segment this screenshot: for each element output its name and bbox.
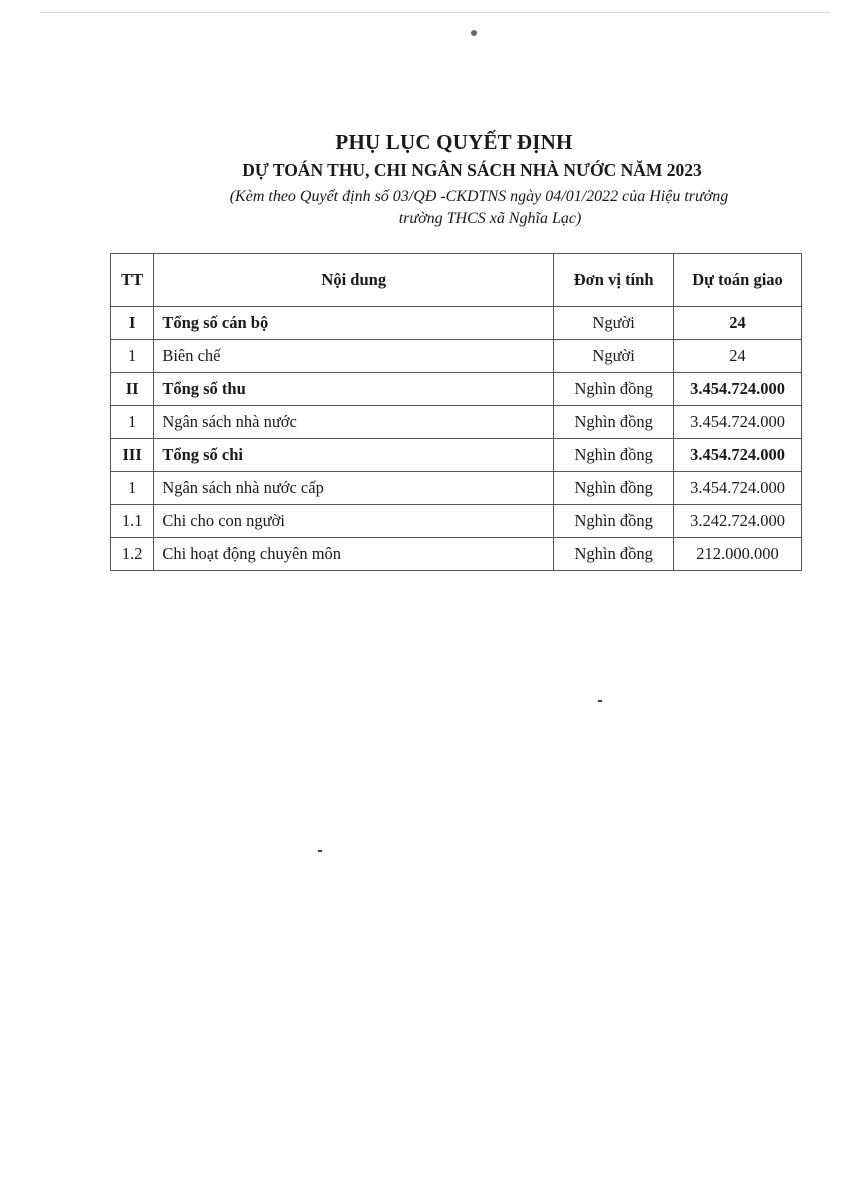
row-unit: Người xyxy=(554,307,674,340)
row-unit: Người xyxy=(554,340,674,373)
row-content: Tổng số cán bộ xyxy=(154,307,554,340)
row-unit: Nghìn đồng xyxy=(554,373,674,406)
row-amount: 3.454.724.000 xyxy=(674,373,802,406)
column-header-tt: TT xyxy=(111,254,154,307)
table-row xyxy=(111,472,802,505)
table-row xyxy=(111,505,802,538)
row-tt: 1 xyxy=(111,340,154,373)
scan-edge-line xyxy=(40,12,830,13)
table-row xyxy=(111,373,802,406)
budget-table xyxy=(110,253,802,571)
row-content: Tổng số thu xyxy=(154,373,554,406)
table-row xyxy=(111,340,802,373)
page-subtitle: DỰ TOÁN THU, CHI NGÂN SÁCH NHÀ NƯỚC NĂM 2023 xyxy=(242,160,702,180)
page-title: PHỤ LỤC QUYẾT ĐỊNH xyxy=(335,130,573,154)
row-unit: Nghìn đồng xyxy=(554,538,674,571)
row-amount: 3.242.724.000 xyxy=(674,505,802,538)
row-unit: Nghìn đồng xyxy=(554,439,674,472)
row-amount: 3.454.724.000 xyxy=(674,472,802,505)
row-amount: 3.454.724.000 xyxy=(674,406,802,439)
row-content: Chi cho con người xyxy=(154,505,554,538)
row-content: Tổng số chi xyxy=(154,439,554,472)
row-tt: II xyxy=(111,373,154,406)
table-row xyxy=(111,307,802,340)
scan-speck xyxy=(598,700,602,702)
row-tt: III xyxy=(111,439,154,472)
row-amount: 212.000.000 xyxy=(674,538,802,571)
row-tt: 1 xyxy=(111,406,154,439)
row-amount: 3.454.724.000 xyxy=(674,439,802,472)
row-unit: Nghìn đồng xyxy=(554,406,674,439)
row-unit: Nghìn đồng xyxy=(554,505,674,538)
scan-speck xyxy=(318,850,322,852)
punch-hole-mark xyxy=(471,30,477,36)
decision-reference-line-1: (Kèm theo Quyết định số 03/QĐ -CKDTNS ngày 04/01/2022 của Hiệu trưởng xyxy=(229,188,729,205)
row-tt: 1 xyxy=(111,472,154,505)
column-header-content: Nội dung xyxy=(154,254,554,307)
column-header-amount: Dự toán giao xyxy=(674,254,802,307)
row-content: Biên chế xyxy=(154,340,554,373)
row-content: Ngân sách nhà nước cấp xyxy=(154,472,554,505)
row-tt: I xyxy=(111,307,154,340)
row-tt: 1.2 xyxy=(111,538,154,571)
row-unit: Nghìn đồng xyxy=(554,472,674,505)
row-content: Ngân sách nhà nước xyxy=(154,406,554,439)
table-row xyxy=(111,439,802,472)
table-row xyxy=(111,538,802,571)
table-header-row xyxy=(111,254,802,307)
row-content: Chi hoạt động chuyên môn xyxy=(154,538,554,571)
column-header-unit: Đơn vị tính xyxy=(554,254,674,307)
table-row xyxy=(111,406,802,439)
row-amount: 24 xyxy=(674,340,802,373)
row-tt: 1.1 xyxy=(111,505,154,538)
decision-reference-line-2: trường THCS xã Nghĩa Lạc) xyxy=(398,210,582,227)
row-amount: 24 xyxy=(674,307,802,340)
